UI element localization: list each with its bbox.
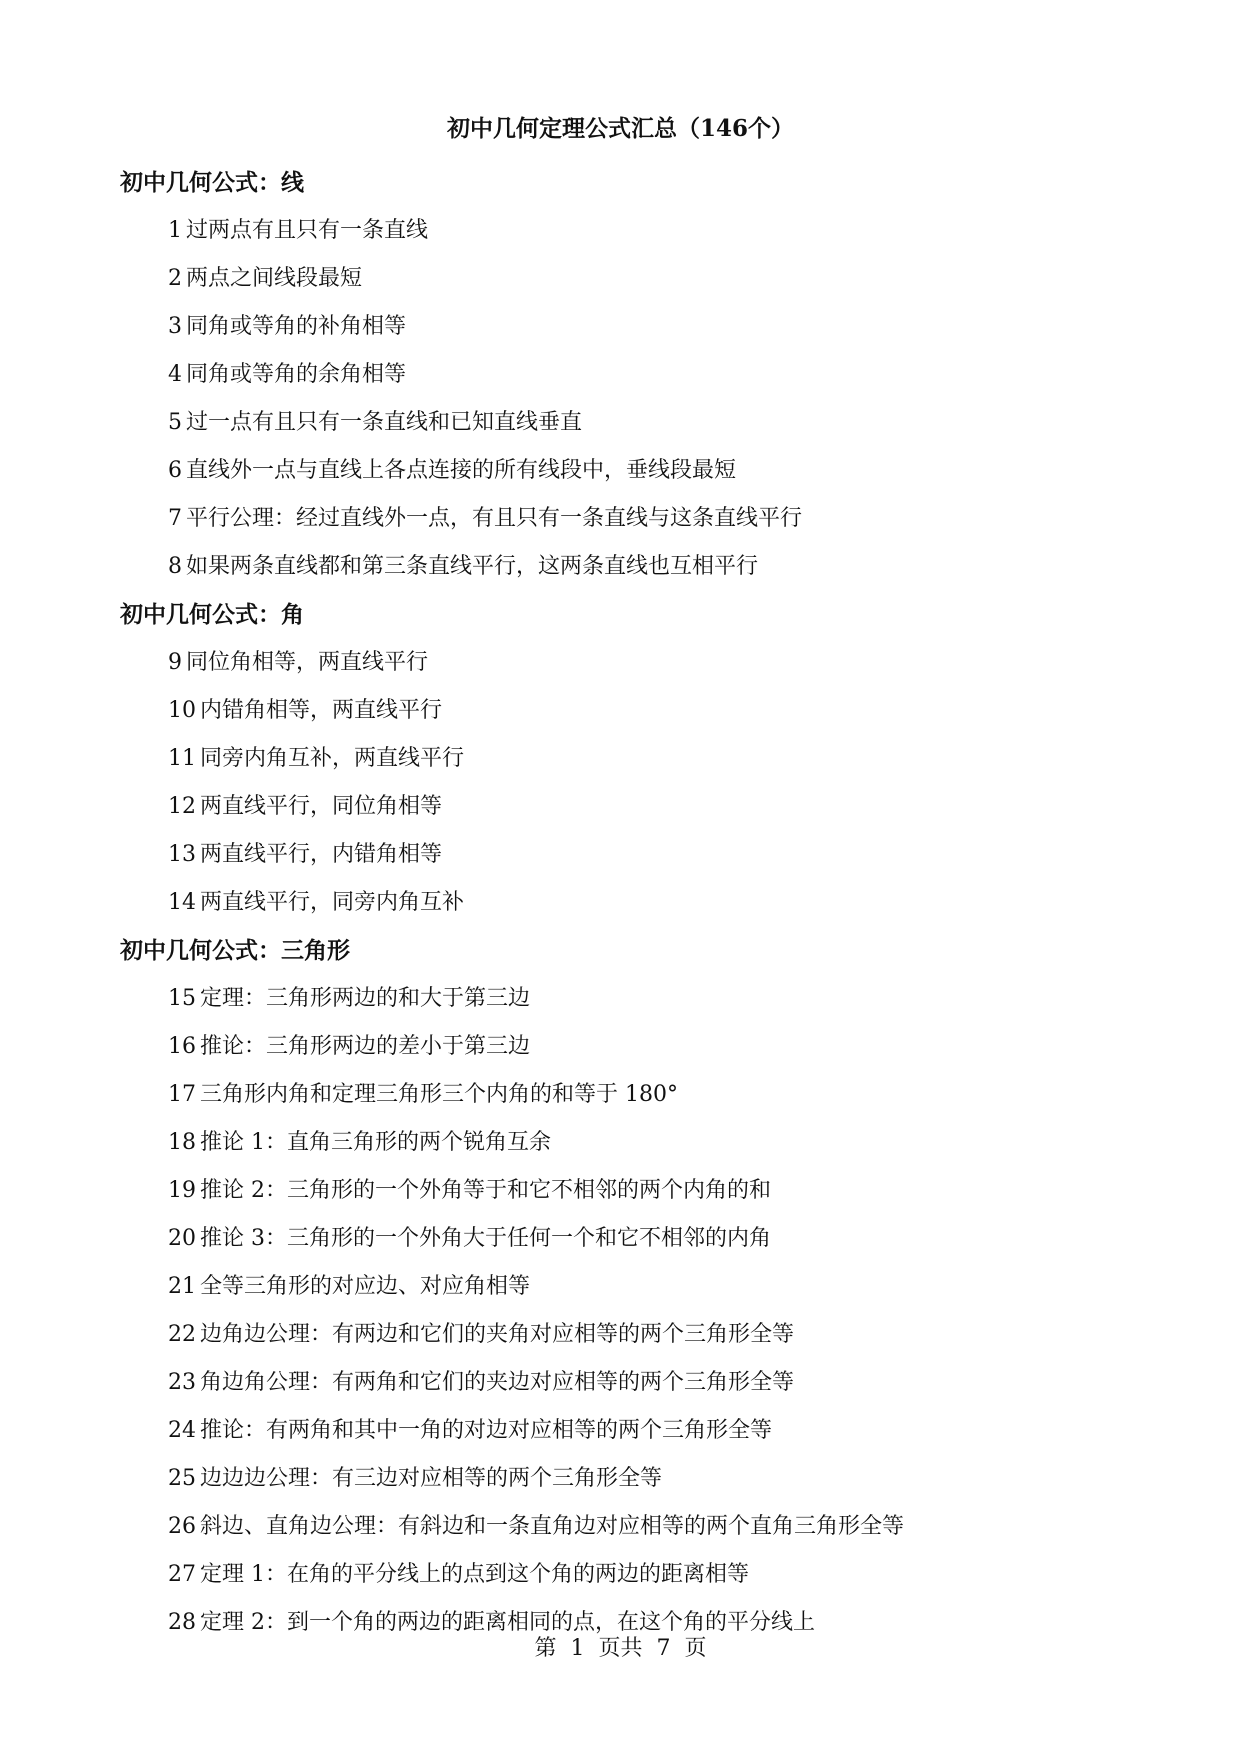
theorem-item [120,1119,1160,1167]
theorem-item [120,1071,1160,1119]
theorem-item [120,1407,1160,1455]
theorem-text: 推论 3：三角形的一个外角大于任何一个和它不相邻的内角 [200,1226,771,1251]
theorem-text: 全等三角形的对应边、对应角相等 [200,1274,531,1299]
theorem-number: 10 [168,698,196,723]
theorem-text: 斜边、直角边公理：有斜边和一条直角边对应相等的两个直角三角形全等 [200,1514,905,1539]
theorem-number: 9 [168,650,182,675]
section-heading: 初中几何公式：线 [120,169,304,196]
theorem-number: 13 [168,842,196,867]
theorem-text: 三角形内角和定理三角形三个内角的和等于 180° [200,1082,678,1107]
theorem-text: 定理 1：在角的平分线上的点到这个角的两边的距离相等 [200,1562,749,1587]
section-heading: 初中几何公式：角 [120,601,304,628]
theorem-text: 定理 2：到一个角的两边的距离相同的点，在这个角的平分线上 [200,1610,815,1635]
theorem-number: 27 [168,1562,196,1587]
page-footer: 第 1 页共 7 页 [534,1636,707,1661]
theorem-item [120,399,1160,447]
theorem-item [120,1455,1160,1503]
section-lines [120,159,1160,591]
theorem-number: 5 [168,410,182,435]
theorem-item [120,1359,1160,1407]
theorem-number: 26 [168,1514,196,1539]
theorem-item [120,783,1160,831]
theorem-text: 内错角相等，两直线平行 [200,698,443,723]
theorem-item [120,831,1160,879]
theorem-number: 14 [168,890,196,915]
theorem-text: 定理：三角形两边的和大于第三边 [200,986,531,1011]
theorem-number: 2 [168,266,182,291]
theorem-text: 边角边公理：有两边和它们的夹角对应相等的两个三角形全等 [200,1322,795,1347]
theorem-item [120,495,1160,543]
theorem-item [120,303,1160,351]
theorem-text: 过一点有且只有一条直线和已知直线垂直 [186,410,583,435]
theorem-number: 6 [168,458,182,483]
theorem-item [120,447,1160,495]
theorem-number: 28 [168,1610,196,1635]
theorem-number: 16 [168,1034,196,1059]
theorem-item [120,543,1160,591]
theorem-text: 两点之间线段最短 [186,266,363,291]
theorem-number: 20 [168,1226,196,1251]
document-body [120,159,1160,1647]
theorem-number: 19 [168,1178,196,1203]
theorem-number: 3 [168,314,182,339]
theorem-text: 直线外一点与直线上各点连接的所有线段中，垂线段最短 [186,458,737,483]
section-triangles [120,927,1160,1647]
theorem-text: 如果两条直线都和第三条直线平行，这两条直线也互相平行 [186,554,759,579]
theorem-text: 角边角公理：有两角和它们的夹边对应相等的两个三角形全等 [200,1370,795,1395]
section-angles [120,591,1160,927]
theorem-item [120,207,1160,255]
theorem-text: 推论：有两角和其中一角的对边对应相等的两个三角形全等 [200,1418,773,1443]
theorem-item [120,351,1160,399]
theorem-text: 推论 2：三角形的一个外角等于和它不相邻的两个内角的和 [200,1178,771,1203]
theorem-item [120,1167,1160,1215]
theorem-item [120,1215,1160,1263]
theorem-text: 过两点有且只有一条直线 [186,218,429,243]
theorem-number: 12 [168,794,196,819]
theorem-item [120,255,1160,303]
theorem-item [120,1503,1160,1551]
theorem-number: 24 [168,1418,196,1443]
theorem-number: 8 [168,554,182,579]
theorem-number: 22 [168,1322,196,1347]
theorem-item [120,639,1160,687]
document-title: 初中几何定理公式汇总（146个） [446,115,794,142]
theorem-item [120,1023,1160,1071]
theorem-text: 同角或等角的余角相等 [186,362,407,387]
theorem-number: 1 [168,218,182,243]
theorem-number: 15 [168,986,196,1011]
theorem-number: 21 [168,1274,196,1299]
theorem-number: 17 [168,1082,196,1107]
theorem-number: 11 [168,746,196,771]
theorem-item [120,1311,1160,1359]
theorem-number: 18 [168,1130,196,1155]
theorem-text: 同角或等角的补角相等 [186,314,407,339]
theorem-text: 同旁内角互补，两直线平行 [200,746,465,771]
theorem-text: 边边边公理：有三边对应相等的两个三角形全等 [200,1466,663,1491]
theorem-item [120,879,1160,927]
theorem-text: 两直线平行，同旁内角互补 [200,890,465,915]
theorem-item [120,1551,1160,1599]
theorem-number: 25 [168,1466,196,1491]
theorem-number: 4 [168,362,182,387]
theorem-number: 7 [168,506,182,531]
theorem-text: 两直线平行，同位角相等 [200,794,443,819]
theorem-item [120,975,1160,1023]
theorem-text: 同位角相等，两直线平行 [186,650,429,675]
theorem-item [120,1263,1160,1311]
theorem-text: 两直线平行，内错角相等 [200,842,443,867]
theorem-text: 推论：三角形两边的差小于第三边 [200,1034,531,1059]
theorem-number: 23 [168,1370,196,1395]
section-heading: 初中几何公式：三角形 [120,937,350,964]
theorem-item [120,687,1160,735]
theorem-text: 平行公理：经过直线外一点，有且只有一条直线与这条直线平行 [186,506,803,531]
theorem-text: 推论 1：直角三角形的两个锐角互余 [200,1130,551,1155]
theorem-item [120,735,1160,783]
